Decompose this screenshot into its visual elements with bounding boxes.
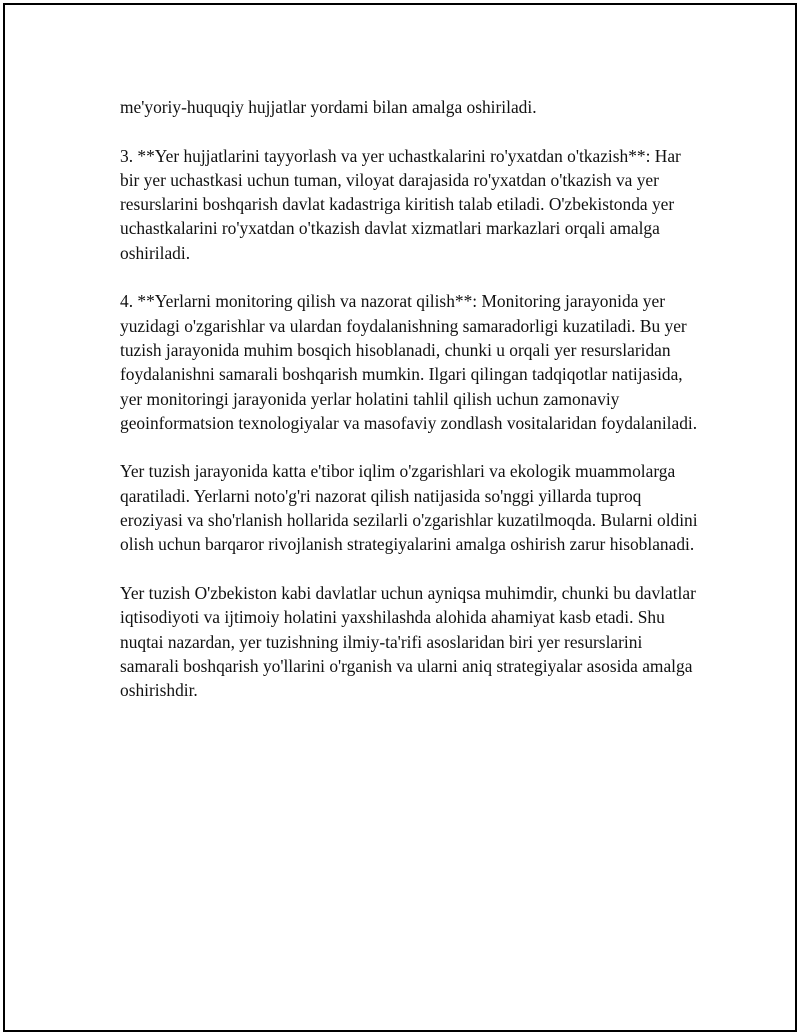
page-content [120,95,700,727]
paragraph-continuation: me'yoriy-huquqiy hujjatlar yordami bilan amalga oshiriladi. [120,97,537,117]
paragraph-climate-ecology: Yer tuzish jarayonida katta e'tibor iqlim o'zgarishlari va ekologik muammolarga qaratiladi. Yerlarni noto'g'ri nazorat qilish natijasida so'nggi yillarda tuproq eroziyasi va sho'rlanish hollarida sezilarli o'zgarishlar kuzatilmoqda. Bularni oldini olish uchun barqaror rivojlanish strategiyalarini amalga oshirish zarur hisoblanadi. [120,461,698,555]
paragraph-item-3: 3. **Yer hujjatlarini tayyorlash va yer uchastkalarini ro'yxatdan o'tkazish**: Har bir yer uchastkasi uchun tuman, viloyat darajasida ro'yxatdan o'tkazish va yer resurslarini boshqarish davlat kadastriga kiritish talab etiladi. O'zbekistonda yer uchastkalarini ro'yxatdan o'tkazish davlat xizmatlari markazlari orqali amalga oshiriladi. [120,145,681,263]
paragraph-uzbekistan: Yer tuzish O'zbekiston kabi davlatlar uchun ayniqsa muhimdir, chunki bu davlatlar iqtisodiyoti va ijtimoiy holatini yaxshilashda alohida ahamiyat kasb etadi. Shu nuqtai nazardan, yer tuzishning ilmiy-ta'rifi asoslaridan biri yer resurslarini samarali boshqarish yo'llarini o'rganish va ularni aniq strategiyalar asosida amalga oshirishdir. [120,582,696,701]
paragraph-item-4: 4. **Yerlarni monitoring qilish va nazorat qilish**: Monitoring jarayonida yer yuzidagi o'zgarishlar va ulardan foydalanishning samaradorligi kuzatiladi. Bu yer tuzish jarayonida muhim bosqich hisoblanadi, chunki u orqali yer resurslaridan foydalanishni samarali boshqarish mumkin. Ilgari qilingan tadqiqotlar natijasida, yer monitoringi jarayonida yerlar holatini tahlil qilish uchun zamonaviy geoinformatsion texnologiyalar va masofaviy zondlash vositalaridan foydalaniladi. [120,291,698,433]
page-frame [3,3,797,1032]
